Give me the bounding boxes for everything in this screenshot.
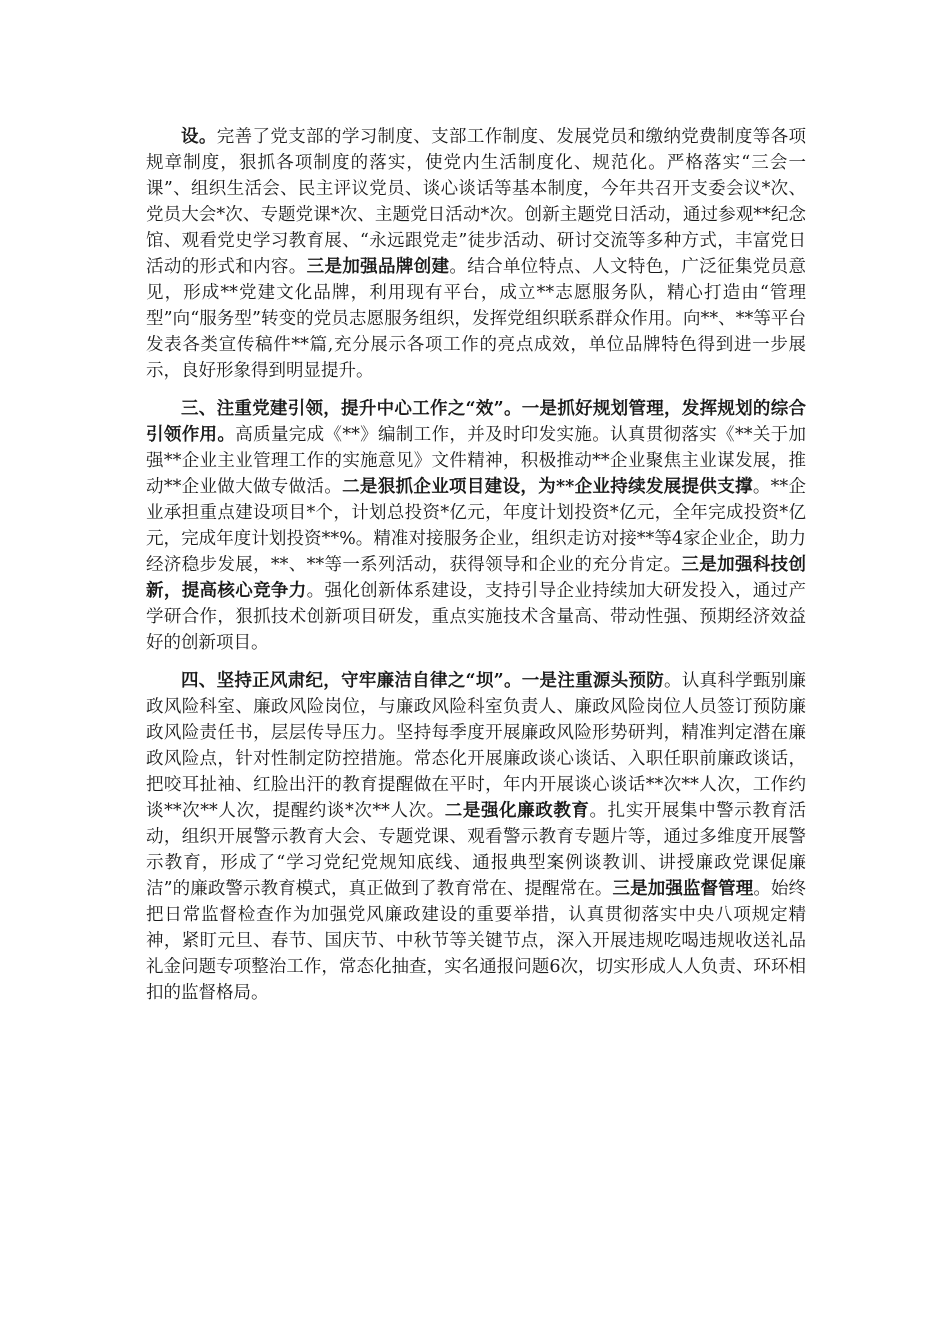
text-segment: 三是加强监督管理 (612, 879, 754, 899)
text-segment: 设。 (181, 127, 217, 147)
paragraph-section-three (146, 396, 806, 656)
text-segment: 二是狠抓企业项目建设，为**企业持续发展提供支撑 (342, 477, 753, 497)
paragraph-section-four (146, 668, 806, 1006)
text-segment: 四、坚持正风肃纪，守牢廉洁自律之“坝”。一是注重源头预防 (181, 671, 665, 691)
text-segment: 三是加强品牌创建 (306, 257, 450, 277)
text-segment: 。认真科学甄别廉政风险科室、廉政风险岗位，与廉政风险科室负责人、廉政风险岗位人员签订预防廉政风险责任书，层层传导压力。坚持每季度开展廉政风险形势研判，精准判定潜在廉政风险点，针对性制定防控措施。常态化开展廉政谈心谈话、入职任职前廉政谈话，把咬耳扯袖、红脸出汗的教育提醒做在平时，年内开展谈心谈话**次**人次，工作约谈**次**人次，提醒约谈*次**人次。 (146, 671, 807, 821)
document-page (146, 124, 806, 1018)
text-segment: 。始终把日常监督检查作为加强党风廉政建设的重要举措，认真贯彻落实中央八项规定精神，紧盯元旦、春节、国庆节、中秋节等关键节点，深入开展违规吃喝违规收送礼品礼金问题专项整治工作，常态化抽查，实名通报问题6次，切实形成人人负责、环环相扣的监督格局。 (146, 879, 807, 1003)
text-segment: 二是强化廉政教育 (444, 801, 590, 821)
text-segment: 。强化创新体系建设，支持引导企业持续加大研发投入，通过产学研合作，狠抓技术创新项目研发，重点实施技术含量高、带动性强、预期经济效益好的创新项目。 (146, 581, 806, 653)
paragraph-party-building (146, 124, 806, 384)
text-segment: 高质量完成《**》编制工作，并及时印发实施。认真贯彻落实《**关于加强**企业主业管理工作的实施意见》文件精神，积极推动**企业聚焦主业谋发展，推动**企业做大做专做活。 (146, 425, 807, 497)
text-segment: 完善了党支部的学习制度、支部工作制度、发展党员和缴纳党费制度等各项规章制度，狠抓各项制度的落实，使党内生活制度化、规范化。严格落实“三会一课”、组织生活会、民主评议党员、谈心谈话等基本制度，今年共召开支委会议*次、党员大会*次、专题党课*次、主题党日活动*次。创新主题党日活动，通过参观**纪念馆、观看党史学习教育展、“永远跟党走”徒步活动、研讨交流等多种方式，丰富党日活动的形式和内容。 (146, 127, 807, 277)
text-segment: 。**企业承担重点建设项目*个，计划总投资*亿元，年度计划投资*亿元，全年完成投资*亿元，完成年度计划投资**%。精准对接服务企业，组织走访对接**等4家企业企，助力经济稳步发展，**、**等一系列活动，获得领导和企业的充分肯定。 (146, 477, 807, 575)
text-segment: 。结合单位特点、人文特色，广泛征集党员意见，形成**党建文化品牌，利用现有平台，成立**志愿服务队，精心打造由“管理型”向“服务型”转变的党员志愿服务组织，发挥党组织联系群众作用。向**、**等平台发表各类宣传稿件**篇,充分展示各项工作的亮点成效，单位品牌特色得到进一步展示，良好形象得到明显提升。 (146, 257, 807, 381)
text-segment: 三、注重党建引领，提升中心工作之“效”。一是抓好规划管理，发挥规划的综合引领作用。 (146, 399, 806, 445)
text-segment: 三是加强科技创新，提高核心竞争力 (146, 555, 807, 601)
text-segment: 。扎实开展集中警示教育活动，组织开展警示教育大会、专题党课、观看警示教育专题片等，通过多维度开展警示教育，形成了“学习党纪党规知底线、通报典型案例谈教训、讲授廉政党课促廉洁”的廉政警示教育模式，真正做到了教育常在、提醒常在。 (146, 801, 807, 899)
